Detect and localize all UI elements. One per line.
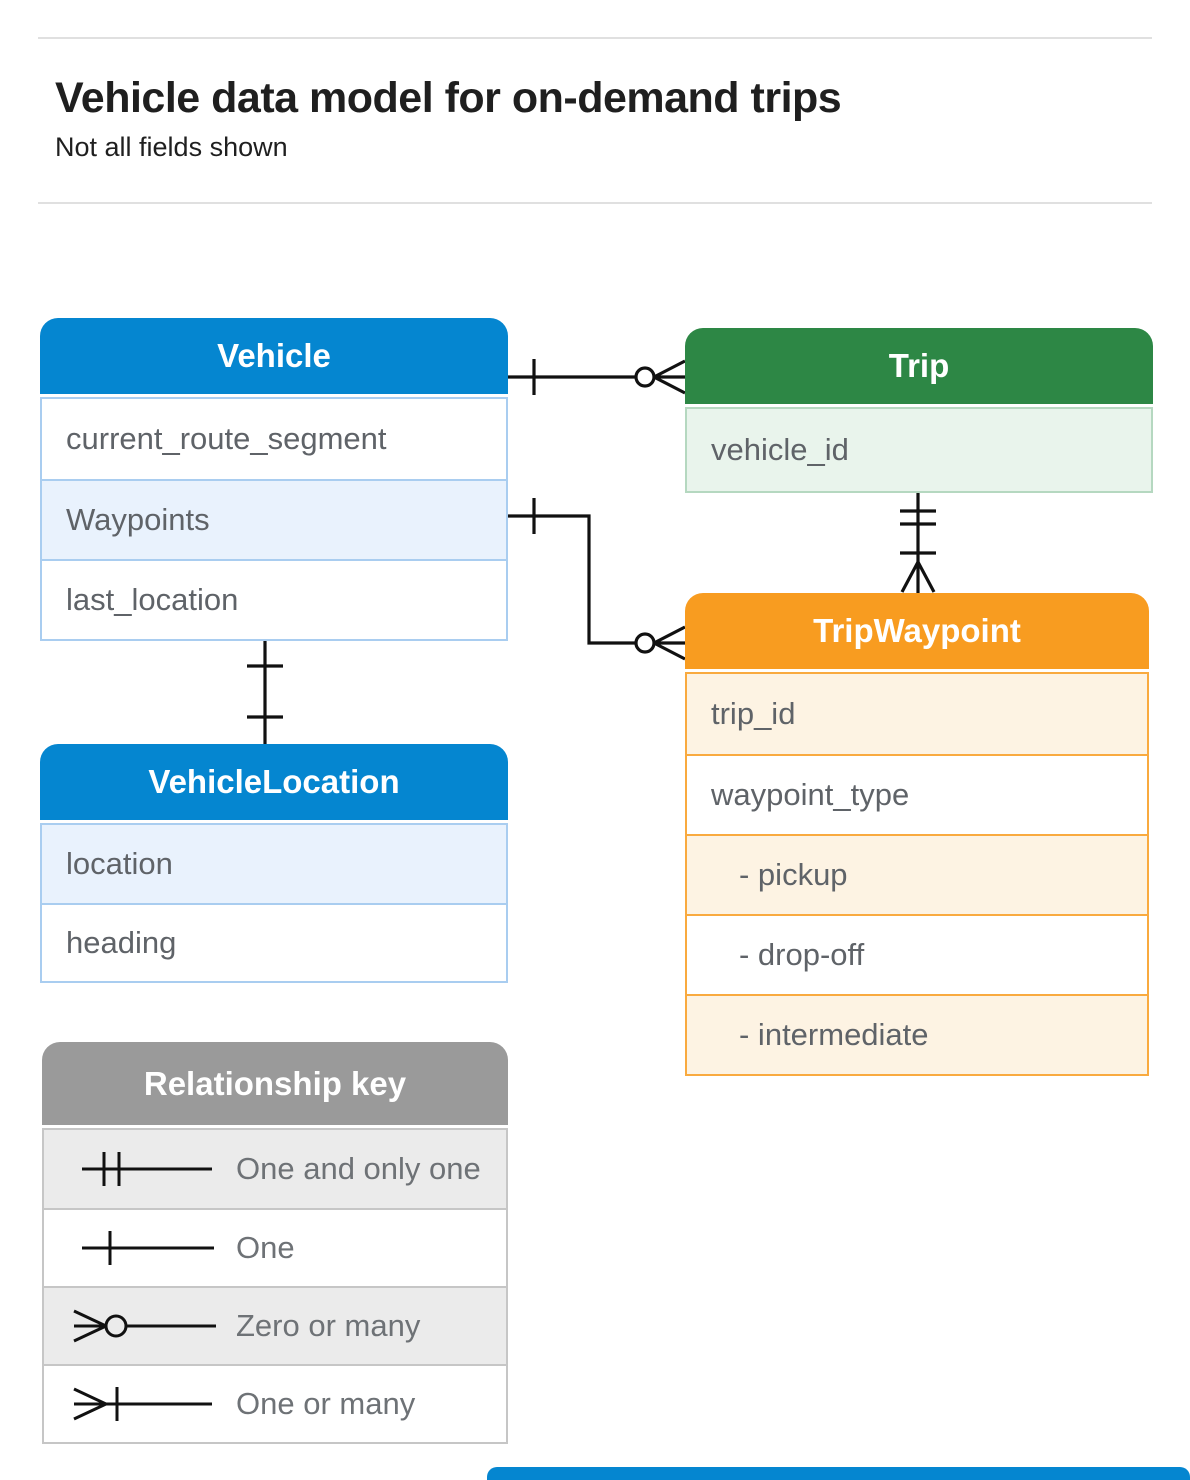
connector-line (508, 516, 636, 643)
legend-item-one (44, 1208, 506, 1286)
field-label: - pickup (739, 857, 848, 892)
field-label: waypoint_type (711, 777, 910, 812)
field-row-heading (42, 903, 506, 981)
field-label: Waypoints (66, 502, 210, 537)
entity-trip (685, 328, 1153, 493)
field-row-drop-off (687, 914, 1147, 994)
field-row-pickup (687, 834, 1147, 914)
one-and-only-one-ticks-icon (900, 511, 936, 524)
crow-foot-icon (654, 627, 685, 659)
entity-vehiclelocation-header (40, 744, 508, 823)
partial-blue-bar (487, 1467, 1190, 1480)
page-subtitle: Not all fields shown (55, 132, 288, 162)
entity-vehicle-header (40, 318, 508, 397)
one-symbol-icon (62, 1226, 220, 1270)
connector-waypoints-tripwaypoint (508, 498, 685, 659)
legend-item-one-or-many (44, 1364, 506, 1442)
field-row-trip-id (687, 674, 1147, 754)
entity-trip-header (685, 328, 1153, 407)
field-row-current-route-segment (42, 399, 506, 479)
field-row-vehicle-id (687, 409, 1151, 491)
entity-trip-title: Trip (888, 347, 950, 384)
entity-tripwaypoint-rows (685, 672, 1149, 1076)
entity-vehiclelocation-rows (40, 823, 508, 983)
zero-circle-icon (636, 634, 654, 652)
entity-vehiclelocation-title: VehicleLocation (148, 763, 400, 800)
entity-vehicle (40, 318, 508, 641)
field-row-location (42, 825, 506, 903)
entity-vehicle-title: Vehicle (217, 337, 331, 374)
legend-label: One (236, 1230, 295, 1265)
one-and-only-one-symbol-icon (62, 1147, 220, 1191)
legend-item-one-and-only-one (44, 1130, 506, 1208)
field-label: current_route_segment (66, 421, 387, 456)
entity-vehicle-rows (40, 397, 508, 641)
crow-foot-icon (902, 562, 934, 593)
field-label: heading (66, 925, 177, 960)
entity-tripwaypoint-header (685, 593, 1149, 672)
entity-tripwaypoint (685, 593, 1149, 1076)
one-or-many-symbol-icon (62, 1382, 220, 1426)
field-row-last-location (42, 559, 506, 639)
connector-vehicle-vehiclelocation (247, 636, 283, 744)
field-row-intermediate (687, 994, 1147, 1074)
relationship-key-title: Relationship key (143, 1064, 407, 1102)
relationship-key-rows (42, 1128, 508, 1444)
relationship-key (42, 1042, 508, 1444)
entity-vehiclelocation (40, 744, 508, 983)
field-label: - drop-off (739, 937, 865, 972)
zero-circle-icon (636, 368, 654, 386)
field-label: vehicle_id (711, 432, 849, 467)
legend-item-zero-or-many (44, 1286, 506, 1364)
entity-tripwaypoint-title: TripWaypoint (813, 612, 1021, 649)
entity-trip-rows (685, 407, 1153, 493)
connector-vehicle-trip (508, 359, 685, 395)
relationship-key-header (42, 1042, 508, 1128)
connector-trip-tripwaypoint (900, 489, 936, 593)
zero-or-many-symbol-icon (62, 1304, 220, 1348)
legend-label: One or many (236, 1386, 416, 1421)
page-title: Vehicle data model for on-demand trips (55, 74, 842, 122)
top-divider (38, 37, 1152, 39)
legend-label: Zero or many (236, 1308, 421, 1343)
field-row-waypoints (42, 479, 506, 559)
field-label: - intermediate (739, 1017, 929, 1052)
header-divider (38, 202, 1152, 204)
one-ticks-icon (247, 666, 283, 717)
field-label: trip_id (711, 696, 796, 731)
field-label: last_location (66, 582, 239, 617)
field-row-waypoint-type (687, 754, 1147, 834)
legend-label: One and only one (236, 1151, 481, 1186)
crow-foot-icon (654, 361, 685, 393)
field-label: location (66, 846, 173, 881)
